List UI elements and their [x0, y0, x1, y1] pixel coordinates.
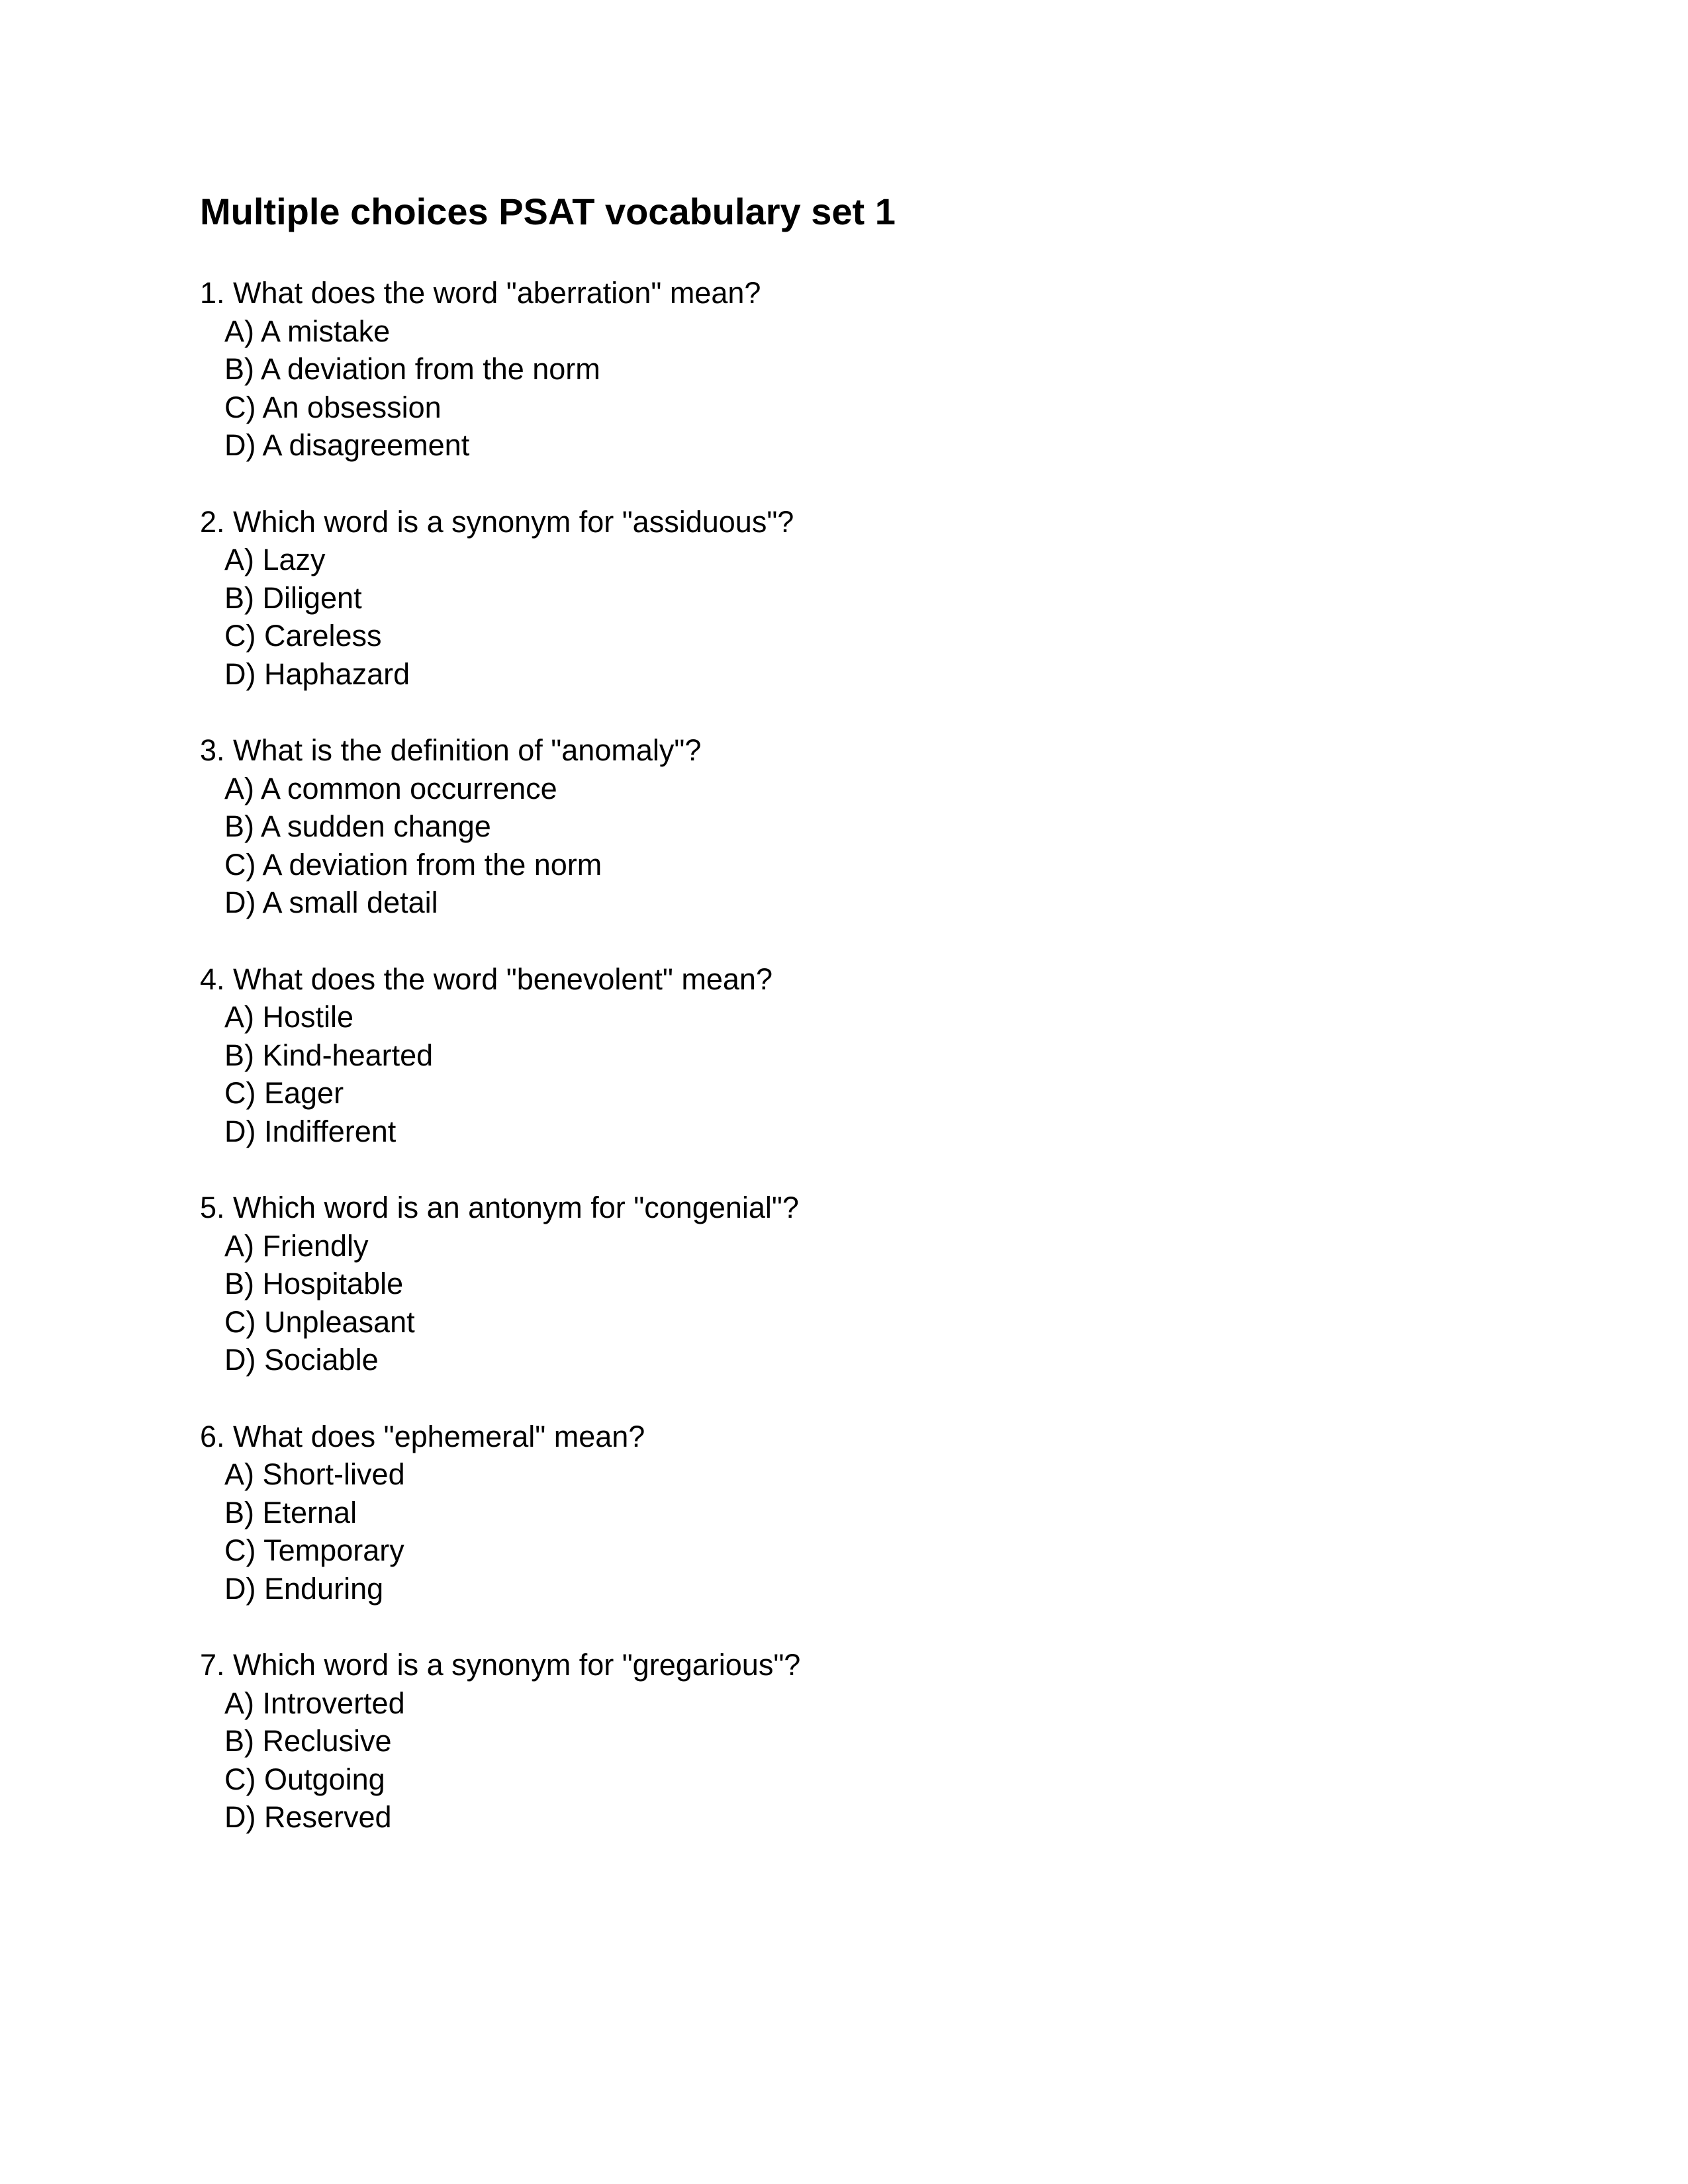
question-prompt: 4. What does the word "benevolent" mean? — [200, 962, 773, 996]
question-block-3 — [200, 731, 1489, 922]
option-line: B) Hospitable — [224, 1267, 404, 1300]
option-line: C) Outgoing — [224, 1762, 385, 1796]
option-line: C) A deviation from the norm — [224, 847, 602, 882]
option-line: A) Introverted — [224, 1686, 405, 1720]
question-prompt: 2. Which word is a synonym for "assiduous"? — [200, 504, 794, 539]
question-prompt: 1. What does the word "aberration" mean? — [200, 276, 761, 310]
option-line: B) Eternal — [224, 1495, 357, 1529]
option-line: A) Lazy — [224, 543, 326, 576]
question-block-7 — [200, 1646, 1489, 1837]
question-block-6 — [200, 1418, 1489, 1608]
question-prompt: 3. What is the definition of "anomaly"? — [200, 733, 702, 767]
option-line: D) Reserved — [224, 1800, 392, 1834]
question-prompt: 7. Which word is a synonym for "gregarious"? — [200, 1648, 801, 1682]
option-line: D) Indifferent — [224, 1114, 397, 1148]
question-block-1 — [200, 274, 1489, 465]
option-line: D) Haphazard — [224, 657, 410, 691]
option-line: B) A sudden change — [224, 809, 491, 843]
option-line: C) An obsession — [224, 390, 442, 424]
option-line: A) A common occurrence — [224, 771, 557, 805]
option-line: C) Temporary — [224, 1533, 404, 1567]
question-prompt: 6. What does "ephemeral" mean? — [200, 1419, 645, 1453]
option-line: D) Enduring — [224, 1571, 384, 1606]
option-line: A) Short-lived — [224, 1457, 405, 1491]
option-line: D) A disagreement — [224, 428, 470, 462]
option-line: A) Hostile — [224, 1000, 354, 1034]
question-block-2 — [200, 503, 1489, 694]
option-line: C) Eager — [224, 1076, 344, 1110]
option-line: D) Sociable — [224, 1343, 379, 1377]
question-prompt: 5. Which word is an antonym for "congenial"? — [200, 1191, 799, 1224]
option-line: C) Unpleasant — [224, 1304, 415, 1339]
option-line: C) Careless — [224, 619, 382, 653]
option-line: B) Diligent — [224, 580, 362, 615]
option-line: A) A mistake — [224, 314, 391, 348]
option-line: D) A small detail — [224, 886, 438, 919]
option-line: A) Friendly — [224, 1228, 369, 1263]
option-line: B) A deviation from the norm — [224, 352, 600, 386]
option-line: B) Reclusive — [224, 1724, 392, 1758]
document-title: Multiple choices PSAT vocabulary set 1 — [200, 191, 896, 232]
option-line: B) Kind-hearted — [224, 1038, 434, 1072]
question-block-4 — [200, 960, 1489, 1151]
question-block-5 — [200, 1189, 1489, 1379]
